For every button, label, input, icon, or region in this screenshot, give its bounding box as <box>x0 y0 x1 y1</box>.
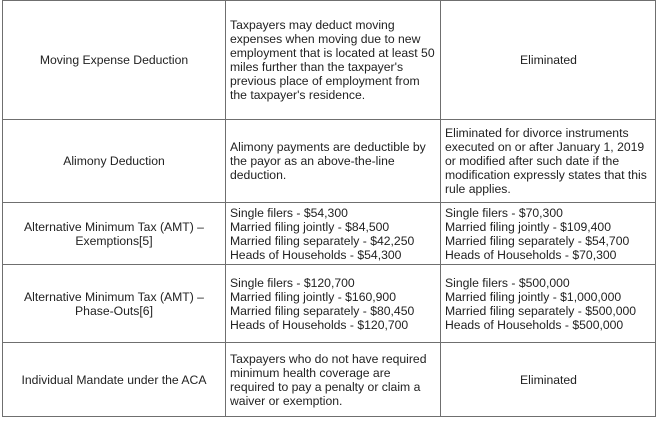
table-row <box>3 343 656 417</box>
prior-law-cell: Taxpayers may deduct moving expenses when moving due to new employment that is located at least 50 miles further than the taxpayer's previous place of employment from the taxpayer's residence. <box>226 1 441 120</box>
cell-line: Married filing jointly - $84,500 <box>230 219 390 234</box>
cell-line: Married filing separately - $42,250 <box>230 233 415 248</box>
table-row <box>3 203 656 265</box>
prior-law-cell <box>226 203 441 265</box>
cell-line: Single filers - $54,300 <box>230 205 348 220</box>
new-law-cell: Eliminated <box>441 1 656 120</box>
prior-law-cell: Taxpayers who do not have required minimum health coverage are required to pay a penalty or claim a waiver or exemption. <box>226 343 441 417</box>
provision-cell: Alimony Deduction <box>3 120 226 203</box>
cell-line: Married filing jointly - $109,400 <box>445 219 611 234</box>
prior-law-cell <box>226 265 441 343</box>
cell-line: Single filers - $500,000 <box>445 275 570 290</box>
cell-line: Married filing jointly - $1,000,000 <box>445 289 622 304</box>
cell-line: Married filing separately - $500,000 <box>445 303 637 318</box>
table-row <box>3 120 656 203</box>
new-law-cell <box>441 203 656 265</box>
cell-line: Single filers - $120,700 <box>230 275 355 290</box>
provision-cell: Alternative Minimum Tax (AMT) – Exemptions[5] <box>3 203 226 265</box>
table-row <box>3 265 656 343</box>
cell-line: Heads of Households - $70,300 <box>445 247 617 262</box>
new-law-cell <box>441 265 656 343</box>
cell-line: Heads of Households - $500,000 <box>445 317 624 332</box>
cell-line: Married filing separately - $54,700 <box>445 233 630 248</box>
table-row <box>3 1 656 120</box>
cell-line: Heads of Households - $54,300 <box>230 247 402 262</box>
cell-line: Heads of Households - $120,700 <box>230 317 409 332</box>
provision-cell: Individual Mandate under the ACA <box>3 343 226 417</box>
new-law-cell: Eliminated <box>441 343 656 417</box>
cell-line: Married filing separately - $80,450 <box>230 303 415 318</box>
provision-cell: Alternative Minimum Tax (AMT) – Phase-Outs[6] <box>3 265 226 343</box>
provision-cell: Moving Expense Deduction <box>3 1 226 120</box>
prior-law-cell: Alimony payments are deductible by the payor as an above-the-line deduction. <box>226 120 441 203</box>
cell-line: Single filers - $70,300 <box>445 205 563 220</box>
tax-changes-table <box>2 0 656 417</box>
cell-line: Married filing jointly - $160,900 <box>230 289 396 304</box>
new-law-cell: Eliminated for divorce instruments executed on or after January 1, 2019 or modified after such date if the modification expressly states that this rule applies. <box>441 120 656 203</box>
